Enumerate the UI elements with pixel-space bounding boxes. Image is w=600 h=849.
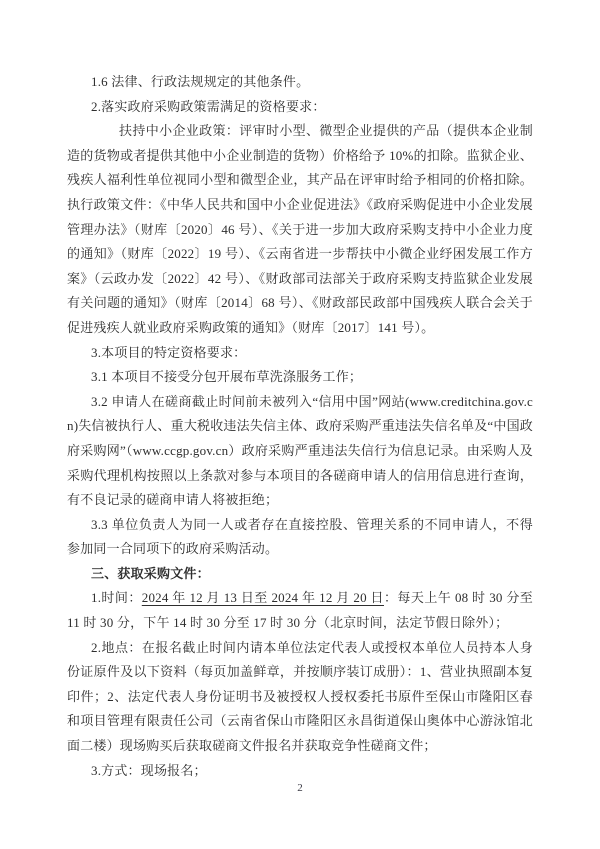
underlined-date-range: 2024 年 12 月 13 日至 2024 年 12 月 20 日 (141, 590, 384, 606)
paragraph (67, 586, 533, 635)
text-run: 3.方式：现场报名； (91, 762, 207, 778)
page-number: 2 (297, 782, 303, 794)
text-run: 2.落实政府采购政策需满足的资格要求： (91, 98, 326, 114)
text-run: 扶持中小企业政策：评审时小型、微型企业提供的产品（提供本企业制造的货物或者提供其他中小企业制造的货物）价格给予 10%的扣除。监狱企业、残疾人福利性单位视同小型和微型企业，其产品在评审时给予相同的价格扣除。执行政策文件：《中华人民共和国中小企业促进法》《政府采购促进中小企业发展管理办法》（财库〔2020〕46 号）、《关于进一步加大政府采购支持中小企业力度的通知》（财库〔2022〕19 号）、《云南省进一步帮扶中小微企业纾困发展工作方案》（云政办发〔2022〕42 号）、《财政部司法部关于政府采购支持监狱企业发展有关问题的通知》（财库〔2014〕68 号）、《财政部民政部中国残疾人联合会关于促进残疾人就业政府采购政策的通知》（财库〔2017〕141 号）。 (67, 123, 533, 335)
text-run: 3.3 单位负责人为同一人或者存在直接控股、管理关系的不同申请人，不得参加同一合同项下的政府采购活动。 (67, 516, 533, 557)
paragraph (67, 513, 533, 562)
paragraph (67, 365, 533, 390)
text-run: ：每天上午 08 时 30 分至 11 时 30 分，下午 14 时 30 分至 17 时 30 分（北京时间，法定节假日除外）； (67, 590, 533, 631)
paragraph (67, 70, 533, 95)
text-run: 3.本项目的特定资格要求： (91, 344, 247, 360)
page-footer (0, 782, 600, 794)
paragraph (67, 390, 533, 513)
text-run: 3.1 本项目不接受分包开展布草洗涤服务工作； (91, 369, 363, 385)
document-body (67, 70, 533, 783)
text-run: 1.6 法律、行政法规规定的其他条件。 (91, 74, 310, 89)
paragraph (67, 636, 533, 759)
section-heading (67, 562, 533, 587)
paragraph (67, 119, 533, 340)
text-run: 三、获取采购文件： (91, 565, 210, 581)
paragraph (67, 759, 533, 784)
paragraph (67, 341, 533, 366)
text-run: 2.地点：在报名截止时间内请本单位法定代表人或授权本单位人员持本人身份证原件及以下资料（每页加盖鲜章，并按顺序装订成册）：1、营业执照副本复印件；2、法定代表人身份证明书及被授权人授权委托书原件至保山市隆阳区春和项目管理有限责任公司（云南省保山市隆阳区永昌街道保山奥体中心游泳馆北面二楼）现场购买后获取磋商文件报名并获取竞争性磋商文件； (67, 639, 533, 754)
text-run: 1.时间： (91, 590, 142, 606)
text-run: 3.2 申请人在磋商截止时间前未被列入“信用中国”网站(www.creditchina.gov.cn)失信被执行人、重大税收违法失信主体、政府采购严重违法失信名单及“中国政府采购网”（www.ccgp.gov.cn）政府采购严重违法失信行为信息记录。由采购人及采购代理机构按照以上条款对参与本项目的各磋商申请人的信用信息进行查询，有不良记录的磋商申请人将被拒绝； (67, 393, 533, 508)
paragraph (67, 95, 533, 120)
